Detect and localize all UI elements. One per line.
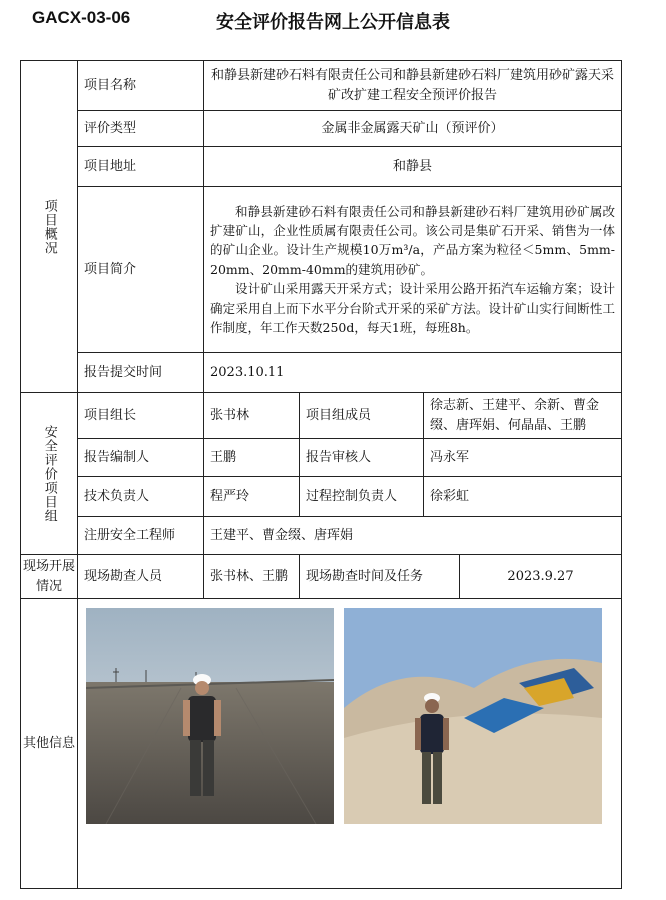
members-label: 项目组成员 xyxy=(300,393,424,439)
photos-cell xyxy=(78,599,622,889)
project-intro xyxy=(204,187,622,353)
section-other: 其他信息 xyxy=(21,599,78,889)
project-address-value: 和静县 xyxy=(204,147,622,187)
members-value: 徐志新、王建平、余新、曹金缀、唐珲娟、何晶晶、王鹏 xyxy=(424,393,622,439)
survey-time-value: 2023.9.27 xyxy=(460,555,622,599)
editor-value: 王鹏 xyxy=(204,439,300,477)
process-lead-label: 过程控制负责人 xyxy=(300,477,424,517)
submit-date-label: 报告提交时间 xyxy=(78,353,204,393)
section-site: 现场开展情况 xyxy=(21,555,78,599)
survey-time-label: 现场勘查时间及任务 xyxy=(300,555,460,599)
reviewer-value: 冯永军 xyxy=(424,439,622,477)
survey-staff-label: 现场勘查人员 xyxy=(78,555,204,599)
intro-paragraph-2: 设计矿山采用露天开采方式；设计采用公路开拓汽车运输方案；设计确定采用自上而下水平分台阶式开采的采矿方法。设计矿山实行间断性工作制度，年工作天数250d，每天1班，每班8h。 xyxy=(210,281,616,335)
tech-lead-value: 程严玲 xyxy=(204,477,300,517)
eval-type-label: 评价类型 xyxy=(78,111,204,147)
engineer-value: 王建平、曹金缀、唐珲娟 xyxy=(204,517,622,555)
site-photo-right xyxy=(344,608,602,824)
project-name-value: 和静县新建砂石料有限责任公司和静县新建砂石料厂建筑用砂矿露天采矿改扩建工程安全预评价报告 xyxy=(204,61,622,111)
intro-paragraph-1: 和静县新建砂石料有限责任公司和静县新建砂石料厂建筑用砂矿属改扩建矿山，企业性质属有限责任公司。该公司是集矿石开采、销售为一体的矿山企业。设计生产规模10万m³/a，产品方案为粒径＜5mm、5mm-20mm、20mm-40mm的建筑用砂矿。 xyxy=(210,203,616,277)
process-lead-value: 徐彩虹 xyxy=(424,477,622,517)
reviewer-label: 报告审核人 xyxy=(300,439,424,477)
section-overview xyxy=(21,61,78,393)
project-intro-label: 项目简介 xyxy=(78,187,204,353)
section-team xyxy=(21,393,78,555)
leader-label: 项目组长 xyxy=(78,393,204,439)
project-address-label: 项目地址 xyxy=(78,147,204,187)
eval-type-value: 金属非金属露天矿山（预评价） xyxy=(204,111,622,147)
engineer-label: 注册安全工程师 xyxy=(78,517,204,555)
submit-date-value: 2023.10.11 xyxy=(204,353,622,393)
editor-label: 报告编制人 xyxy=(78,439,204,477)
info-table xyxy=(20,60,622,889)
site-photo-left xyxy=(86,608,334,824)
survey-staff-value: 张书林、王鹏 xyxy=(204,555,300,599)
tech-lead-label: 技术负责人 xyxy=(78,477,204,517)
document-code: GACX-03-06 xyxy=(32,8,131,27)
document-title: 安全评价报告网上公开信息表 xyxy=(216,12,450,33)
section-overview-label: 项目概况 xyxy=(41,198,57,255)
leader-value: 张书林 xyxy=(204,393,300,439)
project-name-label: 项目名称 xyxy=(78,61,204,111)
section-team-label: 安全评价项目组 xyxy=(41,424,57,523)
